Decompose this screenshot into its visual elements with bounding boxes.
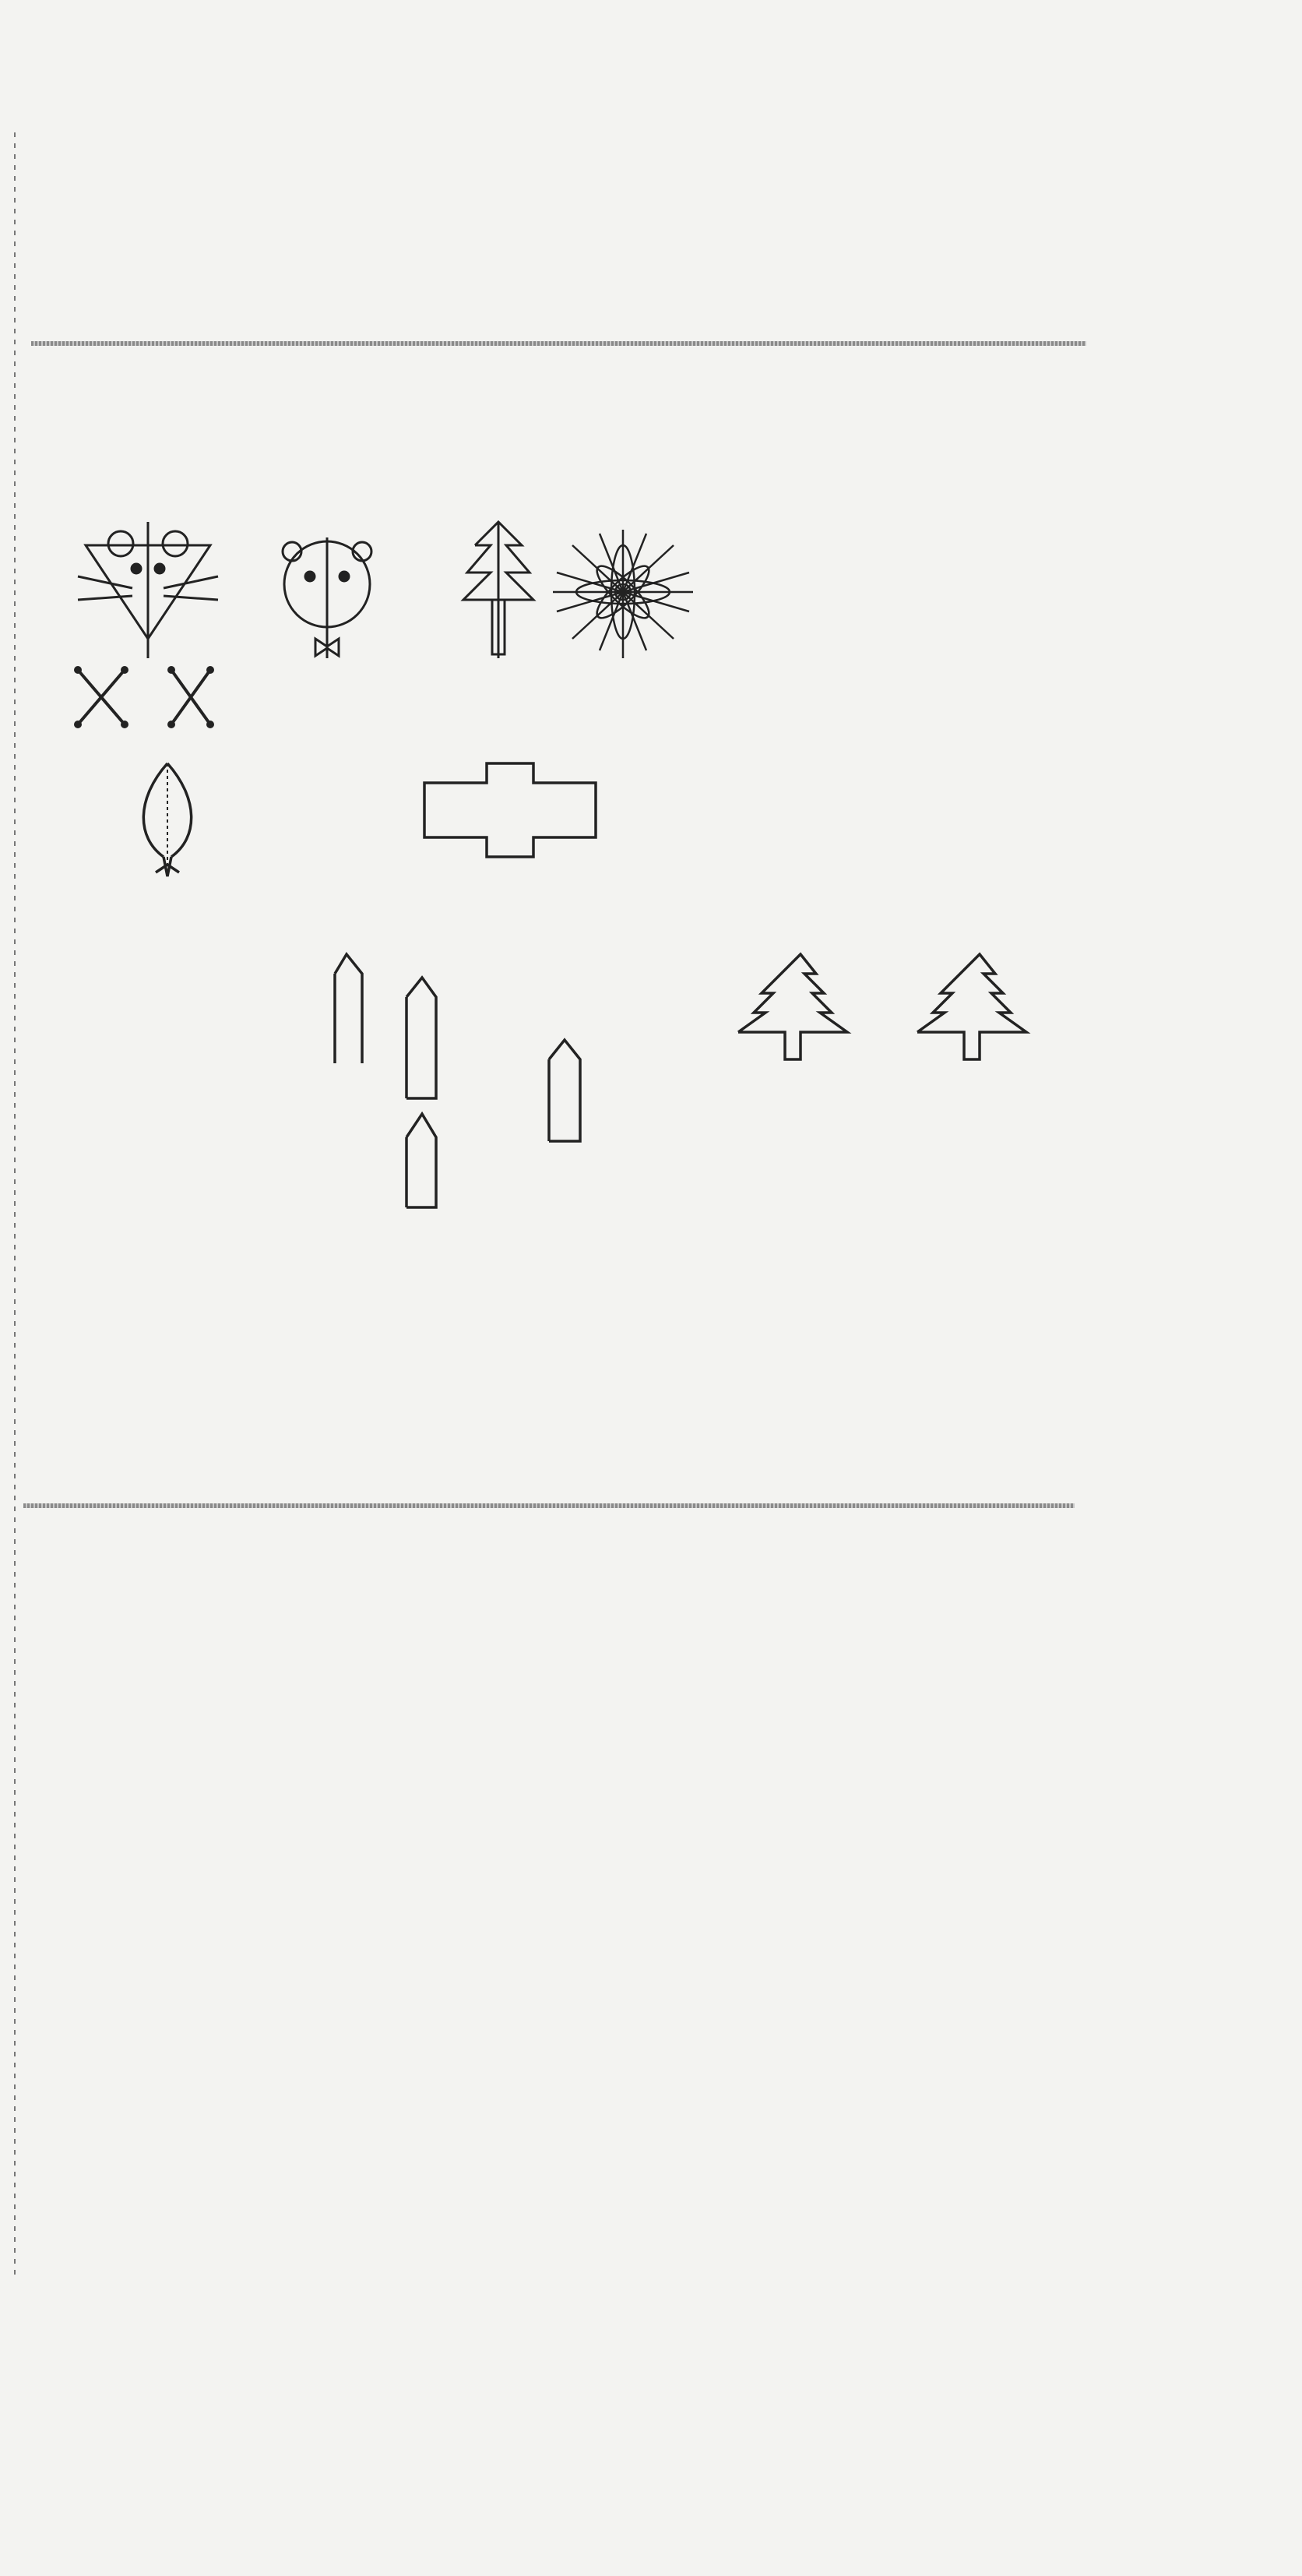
- margin-dashed-line: [14, 132, 16, 2275]
- pencil-B: [406, 978, 436, 1098]
- symmetric-figures: [78, 522, 685, 662]
- tree-figure: [463, 522, 533, 658]
- mouse-figure: [78, 522, 218, 658]
- snowflake-figure: [553, 530, 693, 658]
- face-figure: [283, 537, 371, 658]
- grid-figure-1: [121, 752, 685, 904]
- tree-left: [738, 954, 847, 1059]
- cross-shape: [424, 763, 596, 857]
- matching-crosses: [70, 662, 226, 732]
- heading-rule: [31, 341, 1086, 346]
- bar-chart: [62, 1757, 568, 2107]
- tree-right: [917, 954, 1026, 1059]
- pencil-D: [549, 1040, 580, 1141]
- pencil-C: [406, 1114, 436, 1207]
- pencil-A: [335, 954, 362, 1063]
- heading-rule: [23, 1503, 1075, 1508]
- grid-figure-2: [117, 919, 623, 1239]
- grid-figure-3: [738, 923, 1083, 1087]
